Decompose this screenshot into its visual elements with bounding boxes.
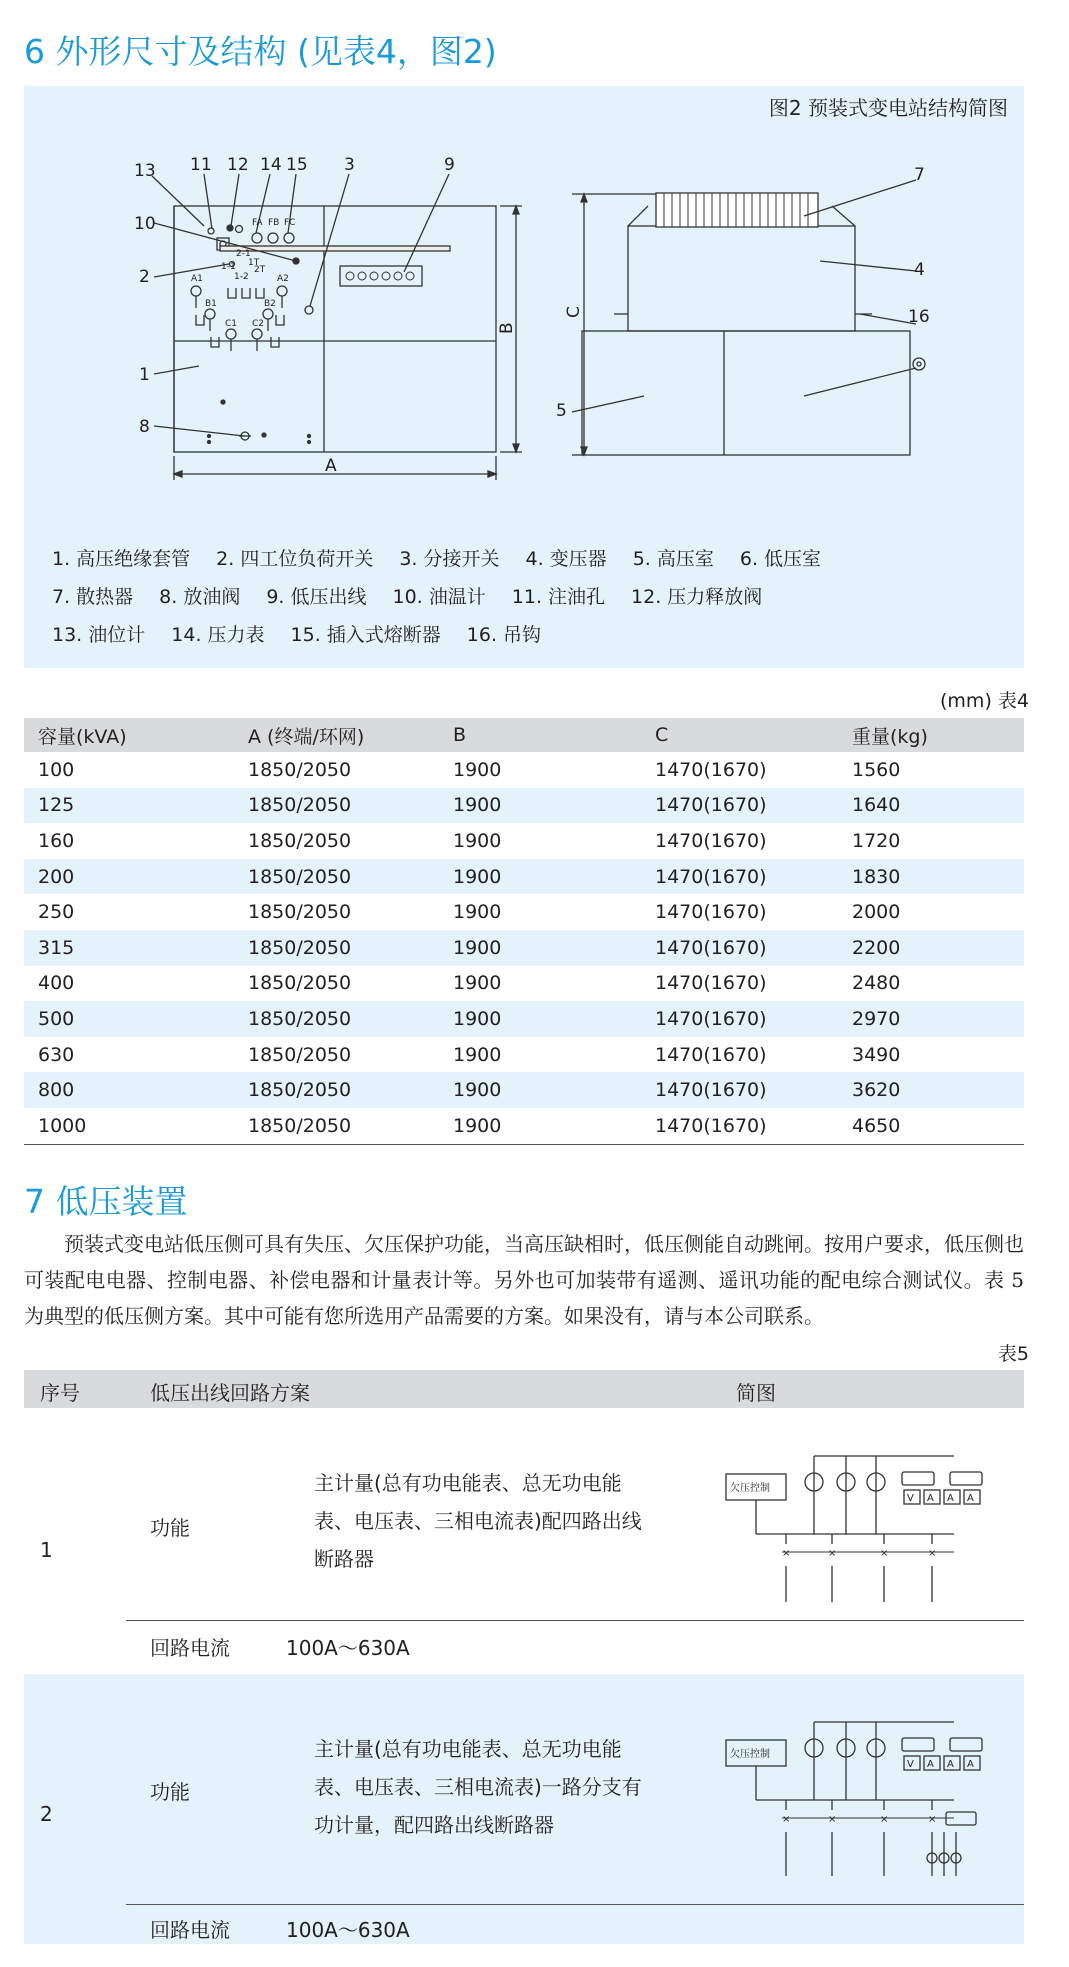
table4-cell: 1850/2050 <box>248 829 352 852</box>
callout-3: 3 <box>344 155 355 175</box>
table4-cell: 1470(1670) <box>641 1001 838 1037</box>
table4-cell: 1470(1670) <box>641 1108 838 1144</box>
label-b1: B1 <box>205 299 217 309</box>
table4-cell: 500 <box>24 1001 234 1037</box>
svg-text:欠压控制: 欠压控制 <box>730 1749 770 1760</box>
table4 <box>24 718 1024 1145</box>
callout-1: 1 <box>139 365 150 385</box>
dimension-b: B <box>497 322 517 334</box>
label-b2: B2 <box>264 299 276 309</box>
table4-cell: 100 <box>38 758 75 781</box>
table4-cell: 1900 <box>439 859 641 895</box>
svg-text:A: A <box>947 1493 954 1504</box>
callout-11: 11 <box>190 155 212 175</box>
table4-cell: 1000 <box>24 1108 234 1144</box>
section7-title: 7 低压装置 <box>24 1182 188 1221</box>
callout-4: 4 <box>914 260 925 280</box>
table5-row-2: 2 功能 主计量(总有功电能表、总无功电能表、电压表、三相电流表)一路分支有功计量，配四路出线断路器 欠压控制 V A A A × × × × 回路电流 100A～630A <box>24 1674 1024 1944</box>
table4-cell: 1900 <box>439 1108 641 1144</box>
circuit-diagram-1 <box>724 1454 1014 1604</box>
callout-7: 7 <box>914 165 925 185</box>
legend-row-2: 7. 散热器 8. 放油阀 9. 低压出线 10. 油温计 11. 注油孔 12. 压力释放阀 <box>52 586 763 608</box>
table4-cell: 1640 <box>838 788 1024 824</box>
callout-10: 10 <box>134 214 156 234</box>
table4-cell: 1470(1670) <box>655 1043 767 1066</box>
side-view-transformer <box>628 226 855 331</box>
table4-caption: (mm) 表4 <box>940 690 1029 712</box>
table5-caption: 表5 <box>997 1343 1029 1365</box>
table4-cell: 1720 <box>852 829 901 852</box>
table4-cell: 630 <box>38 1043 75 1066</box>
table4-row <box>24 823 1024 859</box>
structure-diagram <box>24 86 1024 486</box>
table4-cell: 3490 <box>852 1043 901 1066</box>
table4-cell: 1900 <box>439 1001 641 1037</box>
table4-row <box>24 930 1024 966</box>
table5-row-1: 1 功能 主计量(总有功电能表、总无功电能表、电压表、三相电流表)配四路出线断路器 欠压控制 V A A A × × × × 回路电流 100A～630A <box>24 1408 1024 1674</box>
callout-9: 9 <box>444 155 455 175</box>
svg-text:A: A <box>927 1493 934 1504</box>
front-view-body <box>174 206 496 452</box>
table4-cell: 1850/2050 <box>248 972 352 995</box>
table4-cell: 1900 <box>439 1072 641 1108</box>
table4-cell: 2970 <box>838 1001 1024 1037</box>
table4-cell: 315 <box>24 930 234 966</box>
table4-cell: 1850/2050 <box>248 1043 352 1066</box>
dimension-a: A <box>325 456 337 476</box>
table4-cell: 160 <box>38 829 75 852</box>
svg-text:A: A <box>967 1493 974 1504</box>
table4-cell: 2000 <box>852 901 901 924</box>
table4-cell: 2480 <box>852 972 901 995</box>
label-k1: 1-1 <box>221 262 236 272</box>
circuit-diagram-2 <box>724 1720 1014 1880</box>
table4-cell: 1850/2050 <box>234 1072 439 1108</box>
table4-cell: 1850/2050 <box>234 1108 439 1144</box>
legend-row-1: 1. 高压绝缘套管 2. 四工位负荷开关 3. 分接开关 4. 变压器 5. 高压室 6. 低压室 <box>52 548 822 570</box>
callout-8: 8 <box>139 417 150 437</box>
callout-12: 12 <box>227 155 249 175</box>
svg-text:V: V <box>907 1759 914 1770</box>
callout-13: 13 <box>134 161 156 181</box>
table4-cell: 1470(1670) <box>655 901 767 924</box>
callout-14: 14 <box>260 155 282 175</box>
table4-cell: 400 <box>38 972 75 995</box>
svg-text:A: A <box>947 1759 954 1770</box>
table4-cell: 1470(1670) <box>641 788 838 824</box>
table4-cell: 1850/2050 <box>234 1001 439 1037</box>
table4-cell: 1900 <box>439 788 641 824</box>
table4-cell: 1560 <box>852 758 901 781</box>
table4-row <box>24 1037 1024 1073</box>
dimension-c: C <box>564 306 584 318</box>
svg-text:A: A <box>927 1759 934 1770</box>
table5-header: 序号 低压出线回路方案 简图 <box>24 1370 1024 1408</box>
label-a1: A1 <box>191 274 203 284</box>
table4-cell: 1470(1670) <box>655 972 767 995</box>
low-voltage-outlets <box>340 266 422 286</box>
svg-text:×: × <box>928 1814 937 1825</box>
side-view-base <box>582 331 910 455</box>
label-c1: C1 <box>225 319 238 329</box>
svg-text:×: × <box>782 1548 791 1559</box>
callout-5: 5 <box>556 401 567 421</box>
table4-header: 容量(kVA) A (终端/环网) B C 重量(kg) <box>24 718 1024 752</box>
callout-15: 15 <box>286 155 308 175</box>
table4-cell: 800 <box>24 1072 234 1108</box>
table4-cell: 1470(1670) <box>655 758 767 781</box>
svg-text:×: × <box>880 1814 889 1825</box>
table4-row <box>24 1001 1024 1037</box>
table4-row <box>24 788 1024 824</box>
table4-cell: 1900 <box>453 829 502 852</box>
table4-row <box>24 752 1024 788</box>
table4-cell: 1470(1670) <box>655 829 767 852</box>
table4-row <box>24 894 1024 930</box>
svg-text:×: × <box>828 1814 837 1825</box>
label-a2: A2 <box>277 274 289 284</box>
callout-16: 16 <box>908 307 930 327</box>
label-c2: C2 <box>252 319 265 329</box>
table4-cell: 1850/2050 <box>234 859 439 895</box>
label-t2: 2T <box>254 265 266 275</box>
label-t1: 1T <box>248 258 260 268</box>
svg-text:欠压控制: 欠压控制 <box>730 1483 770 1494</box>
svg-text:×: × <box>782 1814 791 1825</box>
table4-cell: 1830 <box>838 859 1024 895</box>
legend-row-3: 13. 油位计 14. 压力表 15. 插入式熔断器 16. 吊钩 <box>52 624 542 646</box>
svg-text:×: × <box>928 1548 937 1559</box>
table4-cell: 1850/2050 <box>248 901 352 924</box>
table4-cell: 1470(1670) <box>641 930 838 966</box>
table4-cell: 1900 <box>439 930 641 966</box>
table4-cell: 4650 <box>838 1108 1024 1144</box>
table4-cell: 1900 <box>453 758 502 781</box>
table4-cell: 250 <box>38 901 75 924</box>
table4-cell: 1900 <box>453 1043 502 1066</box>
table4-cell: 125 <box>24 788 234 824</box>
svg-text:V: V <box>907 1493 914 1504</box>
table4-row <box>24 1072 1024 1108</box>
figure-panel <box>24 86 1024 668</box>
section6-title: 6 外形尺寸及结构 (见表4，图2) <box>24 32 497 71</box>
table4-row <box>24 1108 1024 1144</box>
table4-cell: 200 <box>24 859 234 895</box>
table4-cell: 1850/2050 <box>234 930 439 966</box>
figure-caption: 图2 预装式变电站结构简图 <box>768 96 1008 120</box>
label-fc: FC <box>284 218 296 228</box>
svg-text:A: A <box>967 1759 974 1770</box>
table4-cell: 1850/2050 <box>248 758 352 781</box>
table4-cell: 3620 <box>838 1072 1024 1108</box>
table4-cell: 1470(1670) <box>641 1072 838 1108</box>
table4-cell: 1900 <box>453 901 502 924</box>
callout-2: 2 <box>139 267 150 287</box>
table4-cell: 2200 <box>838 930 1024 966</box>
table4-cell: 1850/2050 <box>234 788 439 824</box>
label-k2: 1-2 <box>234 272 249 282</box>
table4-row <box>24 966 1024 1002</box>
label-fb: FB <box>268 218 280 228</box>
table4-cell: 1470(1670) <box>641 859 838 895</box>
section7-paragraph: 预装式变电站低压侧可具有失压、欠压保护功能，当高压缺相时，低压侧能自动跳闸。按用户要求，低压侧也可装配电电器、控制电器、补偿电器和计量表计等。另外也可加装带有遥测、遥讯功能的配电综合测试仪。表 5 为典型的低压侧方案。其中可能有您所选用产品需要的方案。如果没有，请与本公司联系。 <box>24 1232 1024 1328</box>
label-tag: 2-1 <box>236 249 251 259</box>
table4-row <box>24 859 1024 895</box>
svg-text:×: × <box>880 1548 889 1559</box>
table4-cell: 1900 <box>453 972 502 995</box>
label-fa: FA <box>252 218 263 228</box>
svg-text:×: × <box>828 1548 837 1559</box>
